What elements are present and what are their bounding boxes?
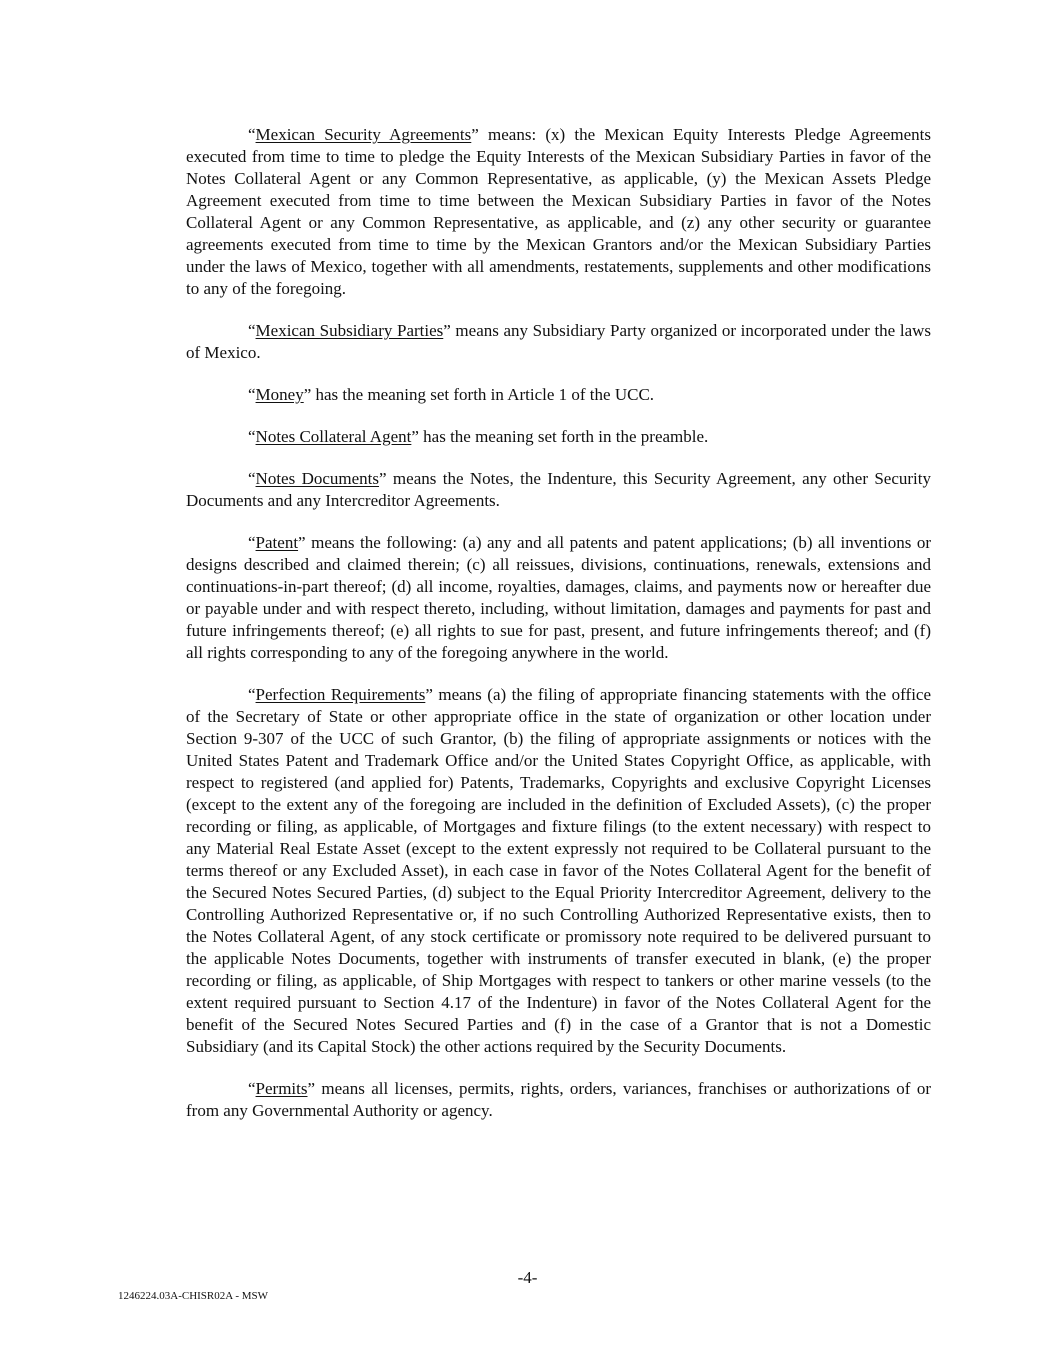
definition-text: means any Subsidiary Party organized or incorporated under the laws of Mexico. <box>186 321 932 362</box>
page-number: -4- <box>517 1268 538 1287</box>
definition-text: has the meaning set forth in the preamble. <box>418 427 709 446</box>
definition-text: means: (x) the Mexican Equity Interests Pledge Agreements executed from time to time to pledge the Equity Interests of the Mexican Subsidiary Parties in favor of the Notes Collateral Agent or any Common Representative, as applicable, (y) the Mexican Assets Pledge Agreement executed from time to time between the Mexican Subsidiary Parties in favor of the Notes Collateral Agent or any Common Representative, as applicable, and (z) any other security or guarantee agreements executed from time to time by the Mexican Grantors and/or the Mexican Subsidiary Parties under the laws of Mexico, together with all amendments, restatements, supplements and other modifications to any of the foregoing. <box>186 125 932 298</box>
defined-term: Patent <box>255 533 299 552</box>
definition-mexican-subsidiary-parties: “Mexican Subsidiary Parties” means any Subsidiary Party organized or incorporated under the laws of Mexico. <box>186 321 932 362</box>
defined-term: Perfection Requirements <box>255 685 426 704</box>
defined-term: Notes Collateral Agent <box>255 427 412 446</box>
defined-term: Permits <box>255 1079 308 1098</box>
definition-permits: “Permits” means all licenses, permits, rights, orders, variances, franchises or authorizations of or from any Governmental Authority or agency. <box>186 1079 931 1120</box>
definition-perfection-requirements: “Perfection Requirements” means (a) the filing of appropriate financing statements with the office of the Secretary of State or other appropriate office in the state of organization or other location under Section 9-307 of the UCC of such Grantor, (b) the filing of appropriate assignments or notices with the United States Patent and Trademark Office and/or the United States Copyright Office, as applicable, with respect to registered (and applied for) Patents, Trademarks, Copyrights and exclusive Copyright Licenses (except to the extent any of the foregoing are included in the definition of Excluded Assets), (c) the proper recording or filing, as applicable, of Mortgages and fixture filings (to the extent necessary) with respect to any Material Real Estate Asset (except to the extent expressly not required to be Collateral pursuant to the terms thereof or any Excluded Asset), in each case in favor of the Notes Collateral Agent for the benefit of the Secured Notes Secured Parties, (d) subject to the Equal Priority Intercreditor Agreement, delivery to the Controlling Authorized Representative or, if no such Controlling Authorized Representative exists, then to the Notes Collateral Agent, of any stock certificate or promissory note required to be delivered pursuant to the applicable Notes Documents, together with instruments of transfer executed in blank, (e) the proper recording or filing, as applicable, of Ship Mortgages with respect to tankers or other marine vessels (to the extent required pursuant to Section 4.17 of the Indenture) in favor of the Notes Collateral Agent for the benefit of the Secured Notes Secured Parties and (f) in the case of a Grantor that is not a Domestic Subsidiary (and its Capital Stock) the other actions required by the Security Documents. <box>186 685 932 1056</box>
definition-text: means all licenses, permits, rights, orders, variances, franchises or authorizations of or from any Governmental Authority or agency. <box>186 1079 931 1120</box>
definitions-section <box>186 124 931 1142</box>
document-id: 1246224.03A-CHISR02A - MSW <box>118 1290 269 1302</box>
definition-text: means the Notes, the Indenture, this Security Agreement, any other Security Documents and any Intercreditor Agreements. <box>186 469 931 510</box>
definition-text: means the following: (a) any and all patents and patent applications; (b) all inventions or designs described and claimed therein; (c) all reissues, divisions, continuations, renewals, extensions and continuations-in-part thereof; (d) all income, royalties, damages, claims, and payments now or hereafter due or payable under and with respect thereto, including, without limitation, damages and payments for past and future infringements thereof; (e) all rights to sue for past, present, and future infringements thereof; and (f) all rights corresponding to any of the foregoing anywhere in the world. <box>186 533 931 662</box>
definition-notes-documents: “Notes Documents” means the Notes, the Indenture, this Security Agreement, any other Security Documents and any Intercreditor Agreements. <box>186 469 931 510</box>
definition-text: has the meaning set forth in Article 1 of the UCC. <box>311 385 655 404</box>
defined-term: Mexican Security Agreements <box>255 125 472 144</box>
definition-mexican-security-agreements: “Mexican Security Agreements” means: (x) the Mexican Equity Interests Pledge Agreements executed from time to time to pledge the Equity Interests of the Mexican Subsidiary Parties in favor of the Notes Collateral Agent or any Common Representative, as applicable, (y) the Mexican Assets Pledge Agreement executed from time to time between the Mexican Subsidiary Parties in favor of the Notes Collateral Agent or any Common Representative, as applicable, and (z) any other security or guarantee agreements executed from time to time by the Mexican Grantors and/or the Mexican Subsidiary Parties under the laws of Mexico, together with all amendments, restatements, supplements and other modifications to any of the foregoing. <box>186 125 932 298</box>
defined-term: Notes Documents <box>255 469 380 488</box>
defined-term: Mexican Subsidiary Parties <box>255 321 444 340</box>
definition-notes-collateral-agent: “Notes Collateral Agent” has the meaning set forth in the preamble. <box>248 427 709 446</box>
definition-money: “Money” has the meaning set forth in Article 1 of the UCC. <box>248 385 655 404</box>
defined-term: Money <box>255 385 304 404</box>
definition-text: means (a) the filing of appropriate financing statements with the office of the Secretary of State or other appropriate office in the state of organization or other location under Section 9-307 of the UCC of such Grantor, (b) the filing of appropriate assignments or notices with the United States Patent and Trademark Office and/or the United States Copyright Office, as applicable, with respect to registered (and applied for) Patents, Trademarks, Copyrights and exclusive Copyright Licenses (except to the extent any of the foregoing are included in the definition of Excluded Assets), (c) the proper recording or filing, as applicable, of Mortgages and fixture filings (to the extent necessary) with respect to any Material Real Estate Asset (except to the extent expressly not required to be Collateral pursuant to the terms thereof or any Excluded Asset), in each case in favor of the Notes Collateral Agent for the benefit of the Secured Notes Secured Parties, (d) subject to the Equal Priority Intercreditor Agreement, delivery to the Controlling Authorized Representative or, if no such Controlling Authorized Representative exists, then to the Notes Collateral Agent, of any stock certificate or promissory note required to be delivered pursuant to the applicable Notes Documents, together with instruments of transfer executed in blank, (e) the proper recording or filing, as applicable, of Ship Mortgages with respect to tankers or other marine vessels (to the extent required pursuant to Section 4.17 of the Indenture) in favor of the Notes Collateral Agent for the benefit of the Secured Notes Secured Parties and (f) in the case of a Grantor that is not a Domestic Subsidiary (and its Capital Stock) the other actions required by the Security Documents. <box>186 685 932 1056</box>
definition-patent: “Patent” means the following: (a) any and all patents and patent applications; (b) all inventions or designs described and claimed therein; (c) all reissues, divisions, continuations, renewals, extensions and continuations-in-part thereof; (d) all income, royalties, damages, claims, and payments now or hereafter due or payable under and with respect thereto, including, without limitation, damages and payments for past and future infringements thereof; (e) all rights to sue for past, present, and future infringements thereof; and (f) all rights corresponding to any of the foregoing anywhere in the world. <box>186 533 931 662</box>
